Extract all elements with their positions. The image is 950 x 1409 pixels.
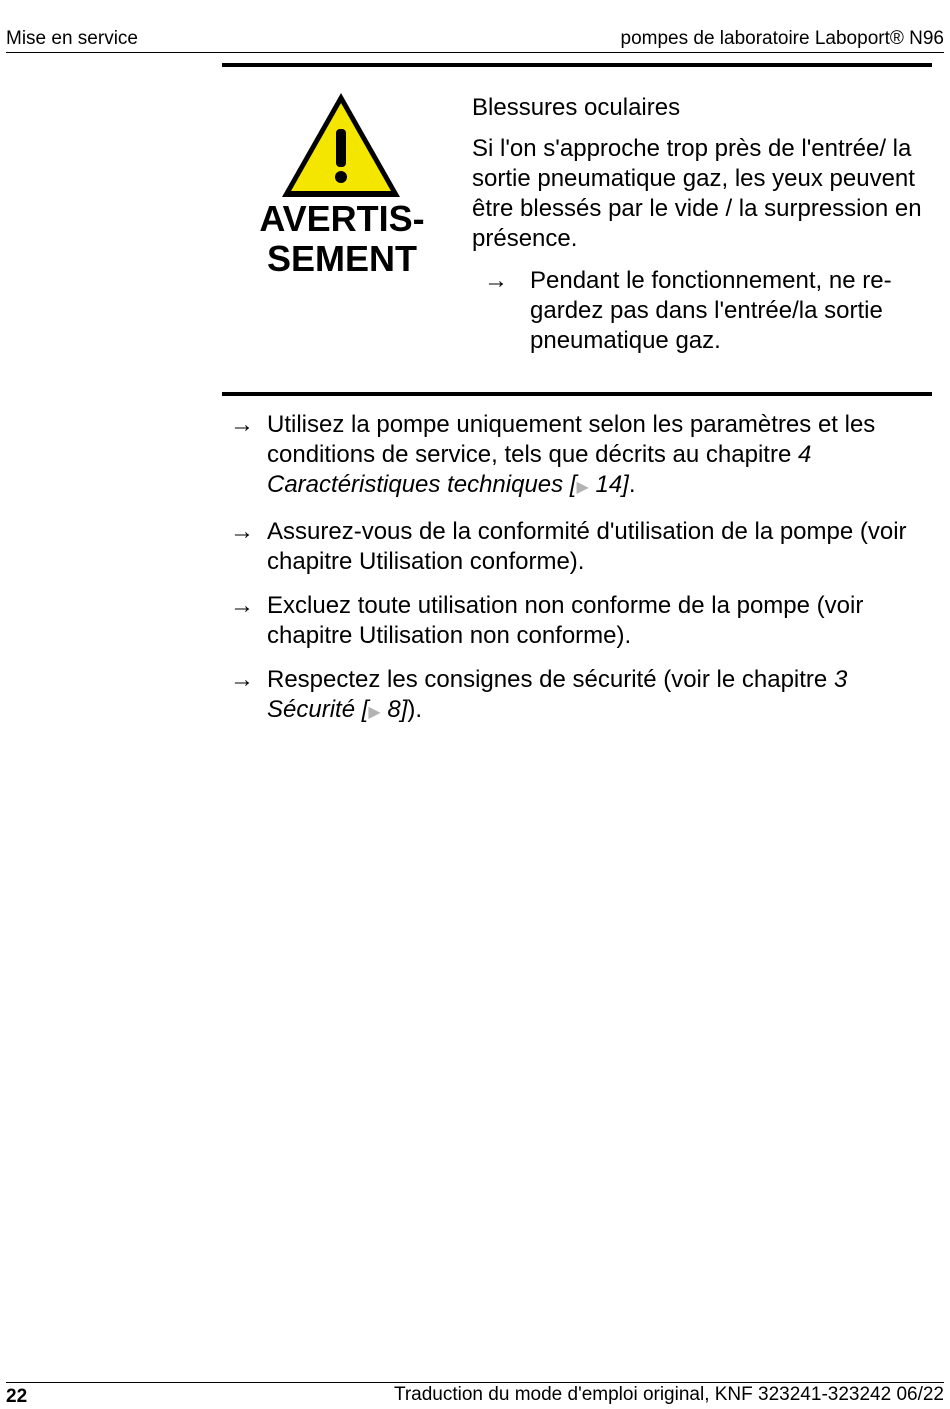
instruction-item — [230, 517, 930, 577]
reference-arrow-icon: ▶ — [576, 479, 589, 496]
signal-word-line1: AVERTIS- — [259, 198, 425, 239]
instruction-text: Respectez les consignes de sécurité (voir le chapitre — [267, 666, 834, 693]
instruction-item: → Utilisez la pompe uniquement selon les paramètres et les conditions de service, tels que décrits au chapitre 4 Caractéristiques techniques [▶ 14]. — [230, 411, 876, 498]
warning-text — [472, 93, 927, 356]
warning-action — [472, 266, 927, 356]
signal-word — [242, 199, 442, 279]
page-header — [6, 26, 944, 53]
instruction-item: → Respectez les consignes de sécurité (voir le chapitre 3 Sécurité [▶ 8]). — [230, 666, 848, 723]
page-number: 22 — [6, 1386, 28, 1407]
instruction-text: Excluez toute utilisation non conforme de la pompe (voir chapitre Utilisation non conforme). — [267, 592, 864, 649]
instruction-text: Utilisez la pompe uniquement selon les paramètres et les conditions de service, tels que décrits au chapitre — [267, 411, 876, 468]
warning-triangle-icon — [278, 89, 404, 201]
warning-title: Blessures oculaires — [472, 94, 681, 121]
page-footer — [6, 1382, 944, 1407]
arrow-right-icon: → — [230, 411, 254, 438]
warning-body: Si l'on s'approche trop près de l'entrée/ la sortie pneumatique gaz, les yeux peuvent être blessés par le vide / la surpression en présence. — [472, 135, 922, 252]
header-section: Mise en service — [6, 28, 138, 49]
warning-box — [222, 63, 932, 396]
chapter-reference[interactable]: 4 Caractéristiques techniques [▶ 14] — [267, 441, 812, 498]
warning-action-text: Pendant le fonctionnement, ne regardez pas dans l'entrée/la sortie pneumatique gaz. — [530, 267, 892, 354]
arrow-right-icon: → — [230, 518, 254, 545]
arrow-right-icon: → — [230, 666, 254, 693]
arrow-right-icon: → — [484, 267, 508, 294]
document-reference: Traduction du mode d'emploi original, KNF 323241-323242 06/22 — [393, 1384, 944, 1405]
header-product: pompes de laboratoire Laboport® N96 — [620, 28, 944, 49]
arrow-right-icon: → — [230, 592, 254, 619]
instruction-list — [230, 410, 930, 742]
instruction-text: Assurez-vous de la conformité d'utilisation de la pompe (voir chapitre Utilisation conforme). — [267, 518, 907, 575]
instruction-item — [230, 591, 930, 651]
chapter-reference[interactable]: 3 Sécurité [▶ 8] — [267, 666, 848, 723]
signal-word-line2: SEMENT — [266, 238, 417, 279]
reference-arrow-icon: ▶ — [368, 704, 381, 721]
